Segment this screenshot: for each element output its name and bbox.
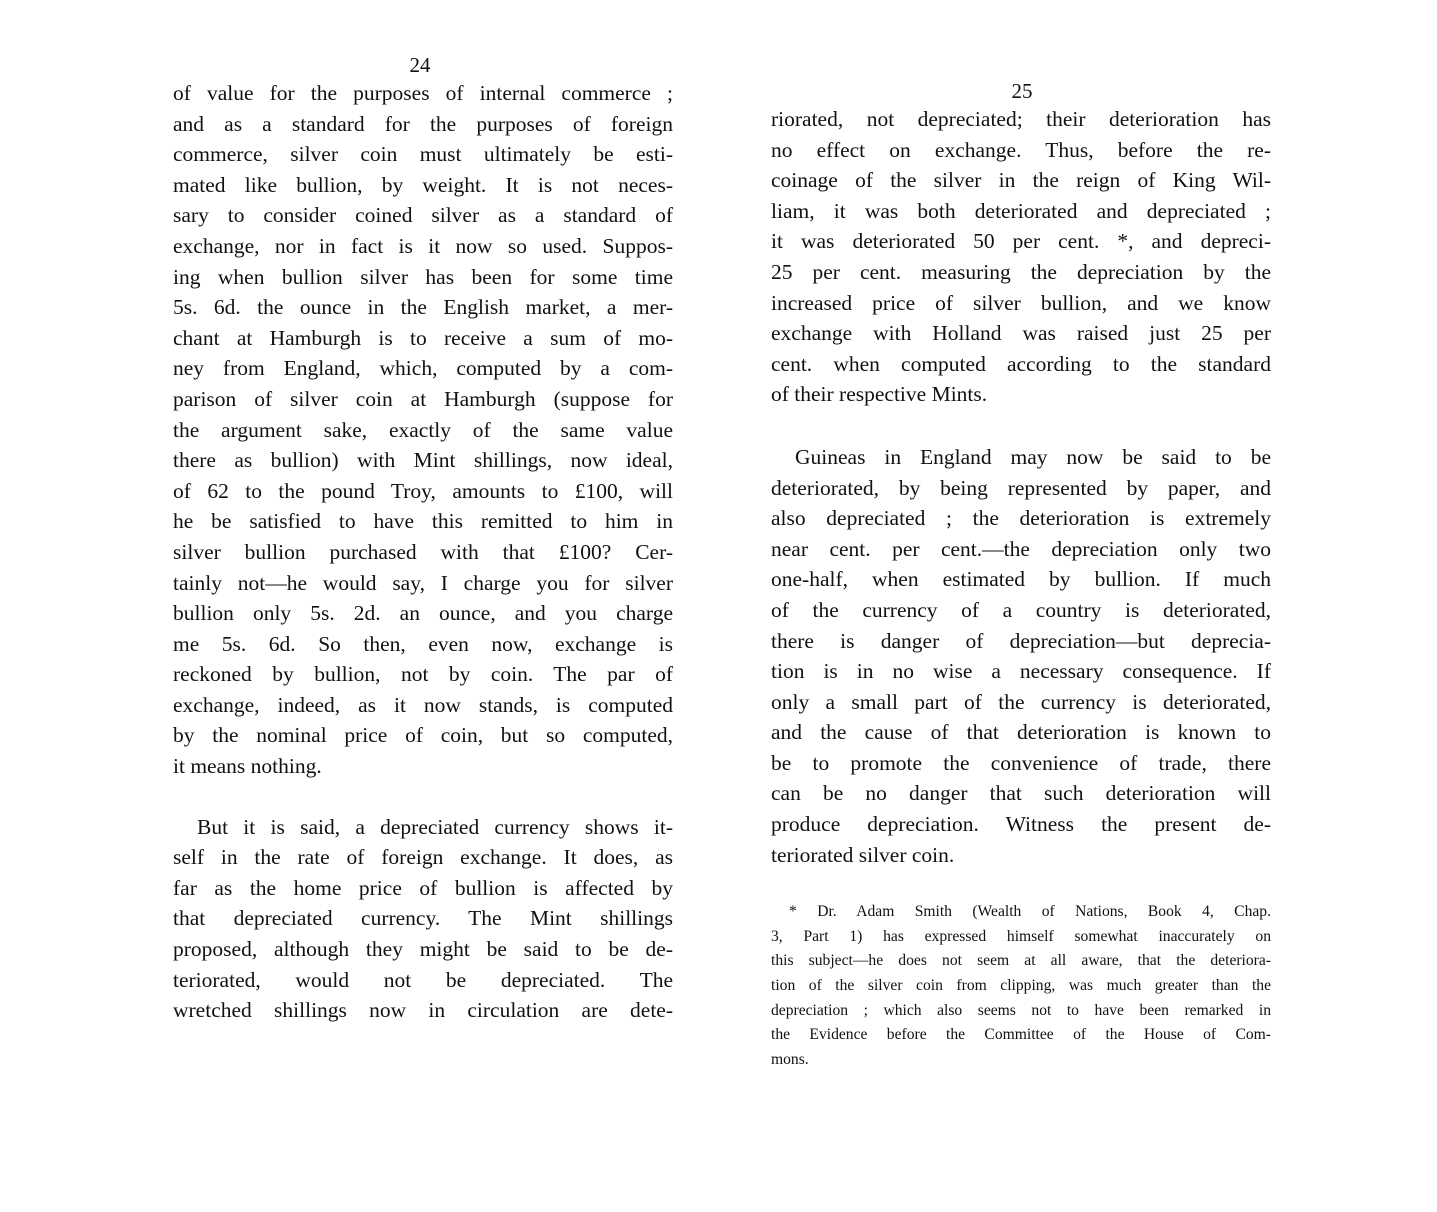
text-line: and as a standard for the purposes of foreign <box>173 111 673 136</box>
text-line: silver bullion purchased with that £100? Cer- <box>173 539 673 564</box>
left-page <box>173 52 673 1026</box>
text-line: tion is in no wise a necessary consequence. If <box>771 659 1271 684</box>
text-line: near cent. per cent.—the depreciation only two <box>771 536 1271 561</box>
text-line: But it is said, a depreciated currency shows it- <box>197 814 673 839</box>
text-line: exchange, indeed, as it now stands, is computed <box>173 692 673 717</box>
text-line: and the cause of that deterioration is known to <box>771 720 1271 745</box>
page-number: 25 <box>1011 79 1033 103</box>
paragraph-gap <box>771 410 1271 442</box>
text-line: ing when bullion silver has been for some time <box>173 264 673 289</box>
text-line: only a small part of the currency is deteriorated, <box>771 689 1271 714</box>
footnote-line: this subject—he does not seem at all aware, that the deteriora- <box>771 952 1271 970</box>
text-line: the argument sake, exactly of the same value <box>173 417 673 442</box>
text-line: no effect on exchange. Thus, before the re- <box>771 137 1271 162</box>
text-line: proposed, although they might be said to be de- <box>173 937 673 962</box>
footnote-line: 3, Part 1) has expressed himself somewhat inaccurately on <box>771 927 1271 945</box>
text-line: parison of silver coin at Hamburgh (suppose for <box>173 386 673 411</box>
text-line: increased price of silver bullion, and we know <box>771 290 1271 315</box>
text-line: deteriorated, by being represented by paper, and <box>771 475 1271 500</box>
text-line: exchange, nor in fact is it now so used. Suppos- <box>173 233 673 258</box>
text-line: 25 per cent. measuring the depreciation by the <box>771 259 1271 284</box>
right-page <box>771 78 1271 1072</box>
text-line: coinage of the silver in the reign of King Wil- <box>771 168 1271 193</box>
text-line: self in the rate of foreign exchange. It does, as <box>173 845 673 870</box>
text-line: bullion only 5s. 2d. an ounce, and you charge <box>173 601 673 626</box>
text-line: be to promote the convenience of trade, there <box>771 750 1271 775</box>
text-line: wretched shillings now in circulation are dete- <box>173 998 673 1023</box>
paragraph <box>173 812 673 1026</box>
text-line: one-half, when estimated by bullion. If much <box>771 567 1271 592</box>
text-line: commerce, silver coin must ultimately be esti- <box>173 142 673 167</box>
text-line: me 5s. 6d. So then, even now, exchange is <box>173 631 673 656</box>
text-line: there as bullion) with Mint shillings, now ideal, <box>173 448 673 473</box>
text-line: mated like bullion, by weight. It is not neces- <box>173 172 673 197</box>
footnote-line: * Dr. Adam Smith (Wealth of Nations, Book 4, Chap. <box>789 903 1271 921</box>
text-line: of 62 to the pound Troy, amounts to £100, will <box>173 478 673 503</box>
footnote-line: tion of the silver coin from clipping, was much greater than the <box>771 977 1271 995</box>
text-line: reckoned by bullion, not by coin. The par of <box>173 662 673 687</box>
text-line: of the currency of a country is deteriorated, <box>771 597 1271 622</box>
text-line: riorated, not depreciated; their deterioration has <box>771 107 1271 131</box>
footnote-line: the Evidence before the Committee of the House of Com- <box>771 1026 1271 1044</box>
text-line: chant at Hamburgh is to receive a sum of mo- <box>173 325 673 350</box>
footnote-line: mons. <box>771 1050 809 1068</box>
footnote <box>771 900 1271 1072</box>
text-line: ney from England, which, computed by a com- <box>173 356 673 381</box>
text-line: can be no danger that such deterioration will <box>771 781 1271 806</box>
paragraph <box>173 78 673 782</box>
text-line: produce depreciation. Witness the present de- <box>771 812 1271 837</box>
text-line: 5s. 6d. the ounce in the English market, a mer- <box>173 295 673 320</box>
text-line: sary to consider coined silver as a standard of <box>173 203 673 228</box>
paragraph <box>771 104 1271 410</box>
text-line: by the nominal price of coin, but so computed, <box>173 723 673 748</box>
text-line: tainly not—he would say, I charge you for silver <box>173 570 673 595</box>
text-line: he be satisfied to have this remitted to him in <box>173 509 673 534</box>
text-line: far as the home price of bullion is affected by <box>173 875 673 900</box>
paragraph <box>771 442 1271 870</box>
text-line: it was deteriorated 50 per cent. *, and depreci- <box>771 229 1271 254</box>
text-line: liam, it was both deteriorated and depreciated ; <box>771 198 1271 223</box>
text-line: exchange with Holland was raised just 25 per <box>771 321 1271 346</box>
page-number: 24 <box>409 53 431 77</box>
text-line: teriorated, would not be depreciated. The <box>173 967 673 992</box>
text-line: teriorated silver coin. <box>771 842 955 867</box>
text-line: Guineas in England may now be said to be <box>795 444 1271 469</box>
text-line: there is danger of depreciation—but deprecia- <box>771 628 1271 653</box>
footnote-line: depreciation ; which also seems not to have been remarked in <box>771 1001 1271 1019</box>
text-line: of their respective Mints. <box>771 382 988 407</box>
text-line: that depreciated currency. The Mint shillings <box>173 906 673 931</box>
text-line: it means nothing. <box>173 754 322 779</box>
text-line: cent. when computed according to the standard <box>771 351 1271 376</box>
text-line: of value for the purposes of internal commerce ; <box>173 81 673 105</box>
paragraph-gap <box>173 782 673 812</box>
text-line: also depreciated ; the deterioration is extremely <box>771 506 1271 531</box>
